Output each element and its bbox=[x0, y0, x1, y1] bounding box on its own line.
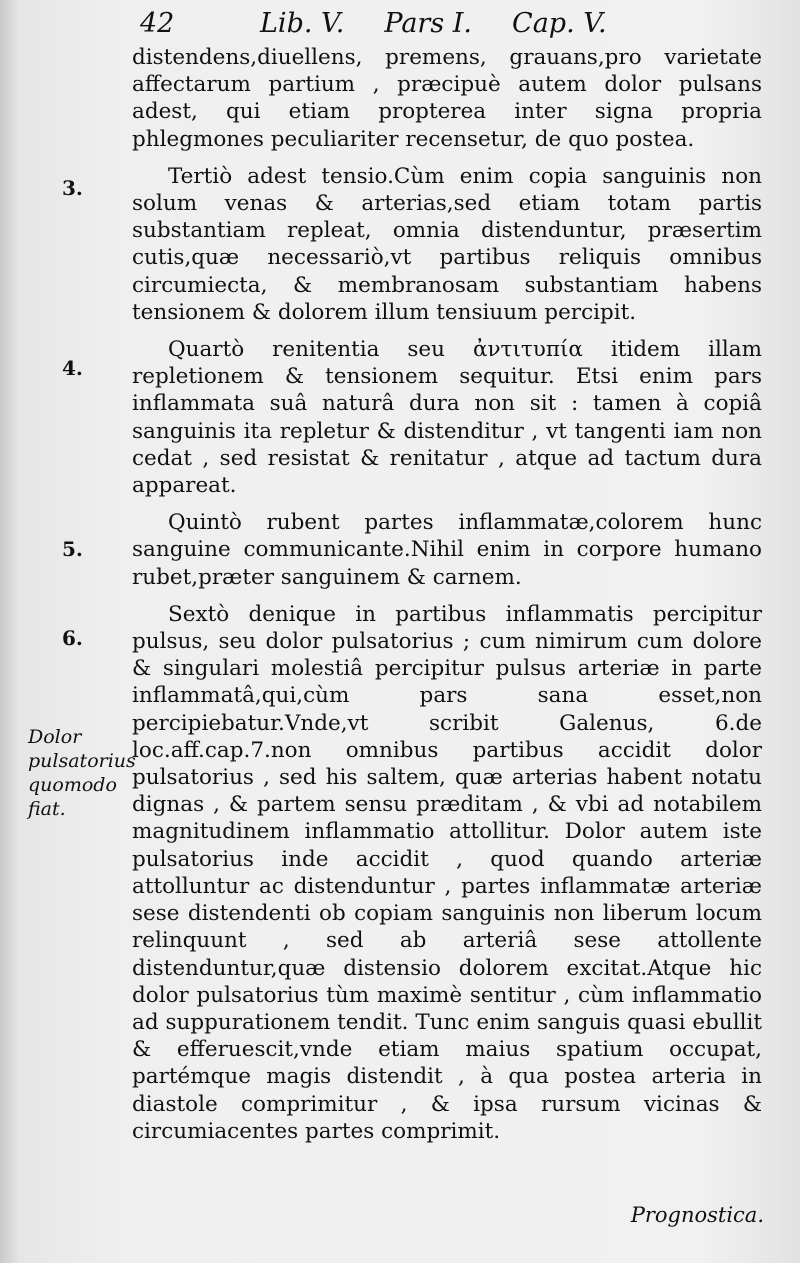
paragraph-number-4: 4. bbox=[62, 356, 83, 380]
page-number: 42 bbox=[140, 8, 175, 39]
paragraph-6: Sextò denique in partibus inflammatis percipitur pulsus, seu dolor pulsatorius ; cum nimirum cum dolore & singulari molestiâ percipitur pulsus arteriæ in parte inflammatâ,qui,cùm pars sana esset,non percipiebatur.Vnde,vt scribit Galenus, 6.de loc.aff.cap.7.non omnibus partibus accidit dolor pulsatorius , sed his saltem, quæ arterias habent notatu dignas , & partem sensu præditam , & vbi ad notabilem magnitudinem inflammatio attollitur. Dolor autem iste pulsatorius inde accidit , quod quando arteriæ attolluntur ac distenduntur , partes inflammatæ arteriæ sese distendenti ob copiam sanguinis non liberum locum relinquunt , sed ab arteriâ sese attollente distenduntur,quæ distensio dolorem excitat.Atque hic dolor pulsatorius tùm maximè sentitur , cùm inflammatio ad suppurationem tendit. Tunc enim sanguis quasi ebullit & efferuescit,vnde etiam maius spatium occupat, partémque magis distendit , à qua postea arteria in diastole comprimitur , & ipsa rursum vicinas & circumiacentes partes comprimit. bbox=[132, 601, 762, 1144]
paragraph-number-3: 3. bbox=[62, 176, 83, 200]
header-pars: Pars I. bbox=[384, 8, 473, 39]
paragraph-continuation: distendens,diuellens, premens, grauans,pro varietate affectarum partium , præcipuè autem dolor pulsans adest, qui etiam propterea inter signa propria phlegmones peculiariter recensetur, de quo postea. bbox=[132, 45, 762, 152]
running-header bbox=[140, 8, 700, 44]
paragraph-number-6: 6. bbox=[62, 626, 83, 650]
paragraph-3: Tertiò adest tensio.Cùm enim copia sanguinis non solum venas & arterias,sed etiam totam partis substantiam repleat, omnia distenduntur, præsertim cutis,quæ necessariò,vt partibus reliquis omnibus circumiecta, & membranosam substantiam habens tensionem & dolorem illum tensiuum percipit. bbox=[132, 163, 762, 325]
paragraph-5: Quintò rubent partes inflammatæ,colorem hunc sanguine communicante.Nihil enim in corpore humano rubet,præter sanguinem & carnem. bbox=[132, 510, 762, 590]
paragraph-number-5: 5. bbox=[62, 537, 83, 561]
body-text bbox=[132, 44, 762, 1155]
paragraph-4: Quartò renitentia seu ἀντιτυπία itidem illam repletionem & tensionem sequitur. Etsi enim pars inflammata suâ naturâ dura non sit : tamen à copiâ sanguinis ita repletur & distenditur , vt tangenti iam non cedat , sed resistat & renitatur , atque ad tactum dura appareat. bbox=[132, 337, 762, 499]
catchword: Prognostica. bbox=[630, 1203, 764, 1227]
header-lib: Lib. V. bbox=[260, 8, 345, 39]
header-cap: Cap. V. bbox=[512, 8, 607, 39]
marginal-note: Dolor pulsatorius quomodo fiat. bbox=[28, 726, 136, 820]
